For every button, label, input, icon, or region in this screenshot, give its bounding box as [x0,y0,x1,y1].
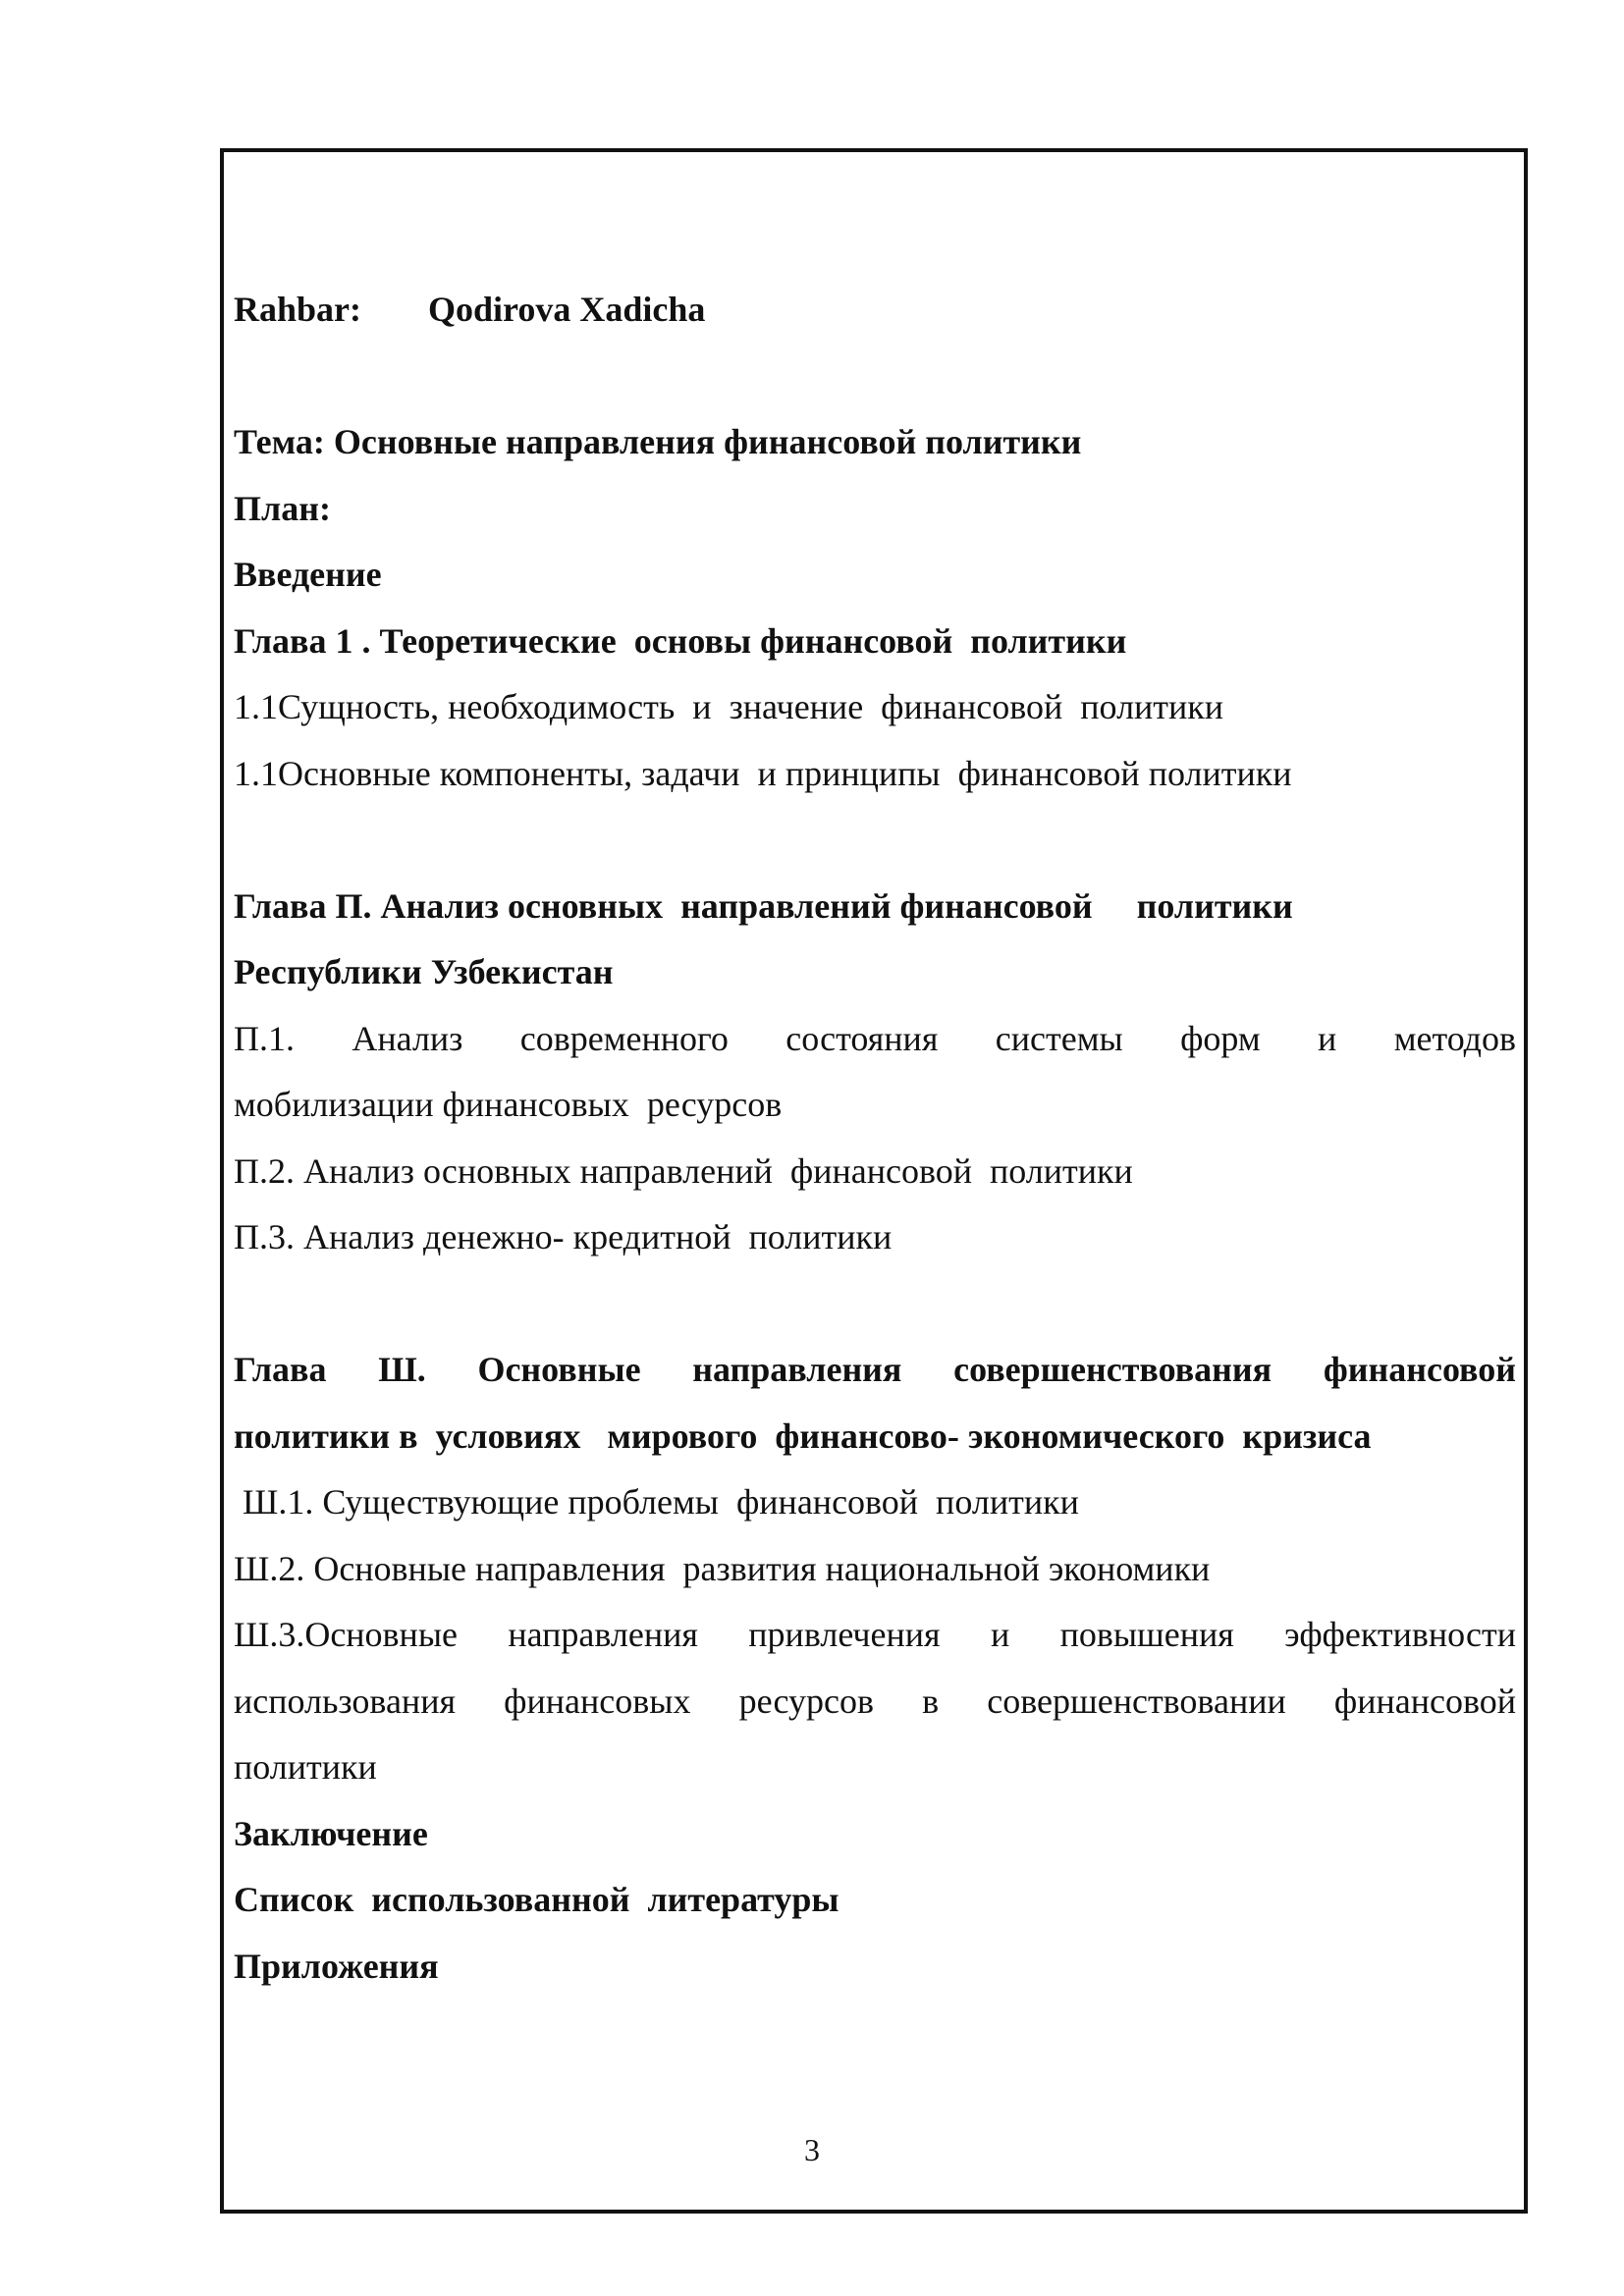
supervisor-name: Qodirova Xadicha [428,290,706,329]
blank-spacer [234,1271,1516,1338]
conclusion-item: Заключение [234,1813,428,1853]
chapter3-section3-line1: Ш.3.Основные направления привлечения и повышения эффективности [234,1615,1516,1654]
chapter2-section3: П.3. Анализ денежно- кредитной политики [234,1217,893,1256]
blank-spacer [234,807,1516,874]
plan-label: План: [234,488,331,528]
chapter3-section3-line3: политики [234,1747,377,1787]
page-number: 3 [804,2132,820,2167]
chapter2-section1-line2: мобилизации финансовых ресурсов [234,1085,783,1124]
introduction-item: Введение [234,555,382,594]
chapter3-section2: Ш.2. Основные направления развития национальной экономики [234,1548,1211,1588]
blank-spacer [234,344,1516,410]
references-item: Список использованной литературы [234,1880,839,1919]
chapter2-section2: П.2. Анализ основных направлений финансовой политики [234,1150,1133,1191]
chapter2-title-line1: Глава П. Анализ основных направлений финансовой политики [234,885,1293,926]
chapter1-section1: 1.1Сущность, необходимость и значение финансовой политики [234,687,1224,726]
document-content [234,277,1516,2000]
chapter3-section1: Ш.1. Существующие проблемы финансовой политики [234,1482,1079,1522]
chapter3-section3-line2: использования финансовых ресурсов в совершенствовании финансовой [234,1681,1516,1721]
supervisor-label: Rahbar: [234,290,362,329]
chapter3-title-line1: Глава Ш. Основные направления совершенствования финансовой [234,1350,1516,1389]
chapter3-title-line2: политики в условиях мирового финансово- экономического кризиса [234,1415,1372,1456]
chapter2-section1-line1: П.1. Анализ современного состояния системы форм и методов [234,1018,1516,1058]
appendices-item: Приложения [234,1946,439,1986]
topic-title: Тема: Основные направления финансовой политики [234,422,1082,461]
supervisor-line [234,277,1516,344]
chapter1-title: Глава 1 . Теоретические основы финансовой политики [234,620,1127,661]
chapter1-section2: 1.1Основные компоненты, задачи и принципы финансовой политики [234,753,1292,793]
chapter2-title-line2: Республики Узбекистан [234,952,614,991]
